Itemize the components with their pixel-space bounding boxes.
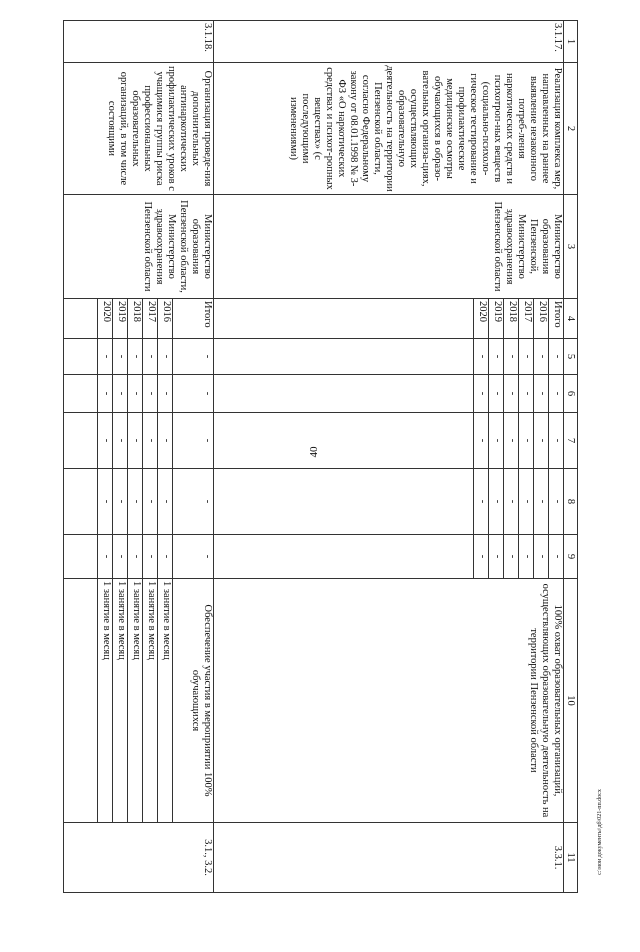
column-8-values: [64, 469, 214, 535]
value-cell: -: [489, 535, 504, 578]
column-9-values: [214, 535, 564, 579]
footer-file-path: c:\мои документы\дб\021-пп.docx: [597, 789, 603, 875]
column-5-values: [64, 339, 214, 375]
header-cell: 2: [564, 63, 578, 195]
year-label: 2019: [113, 299, 128, 338]
indicator-link: 3.1., 3.2.: [64, 823, 214, 893]
indicator-value: 1 занятие в месяц: [113, 579, 128, 822]
year-label: 2016: [158, 299, 173, 338]
value-cell: -: [158, 469, 173, 534]
value-cell: -: [173, 413, 214, 468]
value-cell: -: [98, 339, 113, 374]
header-cell: 5: [564, 339, 578, 375]
value-cell: -: [534, 469, 549, 534]
target-indicator: Обеспечение участия в мероприятии 100% обучающихся: [173, 579, 214, 822]
value-cell: -: [504, 535, 519, 578]
value-cell: -: [519, 413, 534, 468]
header-cell: 4: [564, 299, 578, 339]
value-cell: -: [143, 339, 158, 374]
year-label: 2016: [534, 299, 549, 338]
program-table: [63, 20, 578, 890]
years-list: [214, 299, 563, 338]
year-label: 2017: [143, 299, 158, 338]
value-cell: -: [534, 535, 549, 578]
value-cell: -: [173, 469, 214, 534]
header-cell: 6: [564, 375, 578, 413]
year-label: Итого: [549, 299, 564, 338]
column-8-values: [214, 469, 564, 535]
column-7-values: [214, 413, 564, 469]
value-cell: -: [113, 413, 128, 468]
value-cell: -: [549, 375, 564, 412]
header-cell: 10: [564, 579, 578, 823]
value-cell: -: [519, 469, 534, 534]
indicator-value: 1 занятие в месяц: [143, 579, 158, 822]
indicator-value: 1 занятие в месяц: [98, 579, 113, 822]
value-cell: -: [549, 535, 564, 578]
value-cell: -: [519, 375, 534, 412]
value-cell: -: [98, 375, 113, 412]
value-cell: -: [489, 413, 504, 468]
value-cell: -: [128, 469, 143, 534]
value-cell: -: [489, 375, 504, 412]
target-indicator: 100% охват образовательных организаций, осуществляющих образовательную деятельность на территории Пензенской области: [214, 579, 564, 823]
value-cell: -: [549, 339, 564, 374]
value-cell: -: [474, 469, 489, 534]
value-cell: -: [158, 375, 173, 412]
value-cell: -: [474, 535, 489, 578]
column-7-values: [64, 413, 214, 469]
value-cell: -: [143, 469, 158, 534]
value-cell: -: [158, 413, 173, 468]
table-row: [214, 21, 564, 893]
value-cell: -: [534, 339, 549, 374]
years-cell: [64, 299, 214, 339]
executor: Министерство образования Пензенской, Министерство здравоохранения Пензенской области: [214, 195, 564, 299]
header-row: [564, 21, 578, 893]
rotated-table-area: [63, 20, 578, 890]
indicator-list: [64, 579, 213, 822]
value-cell: -: [173, 535, 214, 578]
indicator-link: 3.3.1.: [214, 823, 564, 893]
value-cell: -: [173, 339, 214, 374]
value-cell: -: [474, 339, 489, 374]
year-label: 2018: [504, 299, 519, 338]
value-cell: -: [113, 469, 128, 534]
value-cell: -: [98, 535, 113, 578]
table-row: [64, 21, 214, 893]
value-cell: -: [504, 413, 519, 468]
executor: Министерство образования Пензенской области, Министерство здравоохранения Пензенской области: [64, 195, 214, 299]
value-cell: -: [534, 375, 549, 412]
header-cell: 7: [564, 413, 578, 469]
indicator-value: 1 занятие в месяц: [158, 579, 173, 822]
value-cell: -: [113, 339, 128, 374]
value-cell: -: [173, 375, 214, 412]
column-5-values: [214, 339, 564, 375]
value-cell: -: [474, 375, 489, 412]
value-cell: -: [128, 339, 143, 374]
header-cell: 8: [564, 469, 578, 535]
year-label: 2020: [98, 299, 113, 338]
column-6-values: [64, 375, 214, 413]
value-cell: -: [143, 413, 158, 468]
value-cell: -: [98, 469, 113, 534]
measure-name: Реализация комплекса мер, направленных на раннее выявление незаконного потреб-ления наркотических средств и психотроп-ных веществ (социально-психоло-гическое тестирование и профилактические медицинские осмотры обучающихся в образо-вательных организа-циях, осуществляющих образовательную деятельность на территории Пензенской области, согласно Федеральному закону от 08.01.1998 № 3-ФЗ «О наркотических средствах и психот-ропных веществах» (с последующими изменениями): [214, 63, 564, 195]
header-cell: 1: [564, 21, 578, 63]
year-label: 2017: [519, 299, 534, 338]
value-cell: -: [489, 339, 504, 374]
value-cell: -: [158, 535, 173, 578]
column-6-values: [214, 375, 564, 413]
header-cell: 11: [564, 823, 578, 893]
value-cell: -: [519, 339, 534, 374]
years-cell: [214, 299, 564, 339]
value-cell: -: [474, 413, 489, 468]
value-cell: -: [504, 339, 519, 374]
value-cell: -: [128, 413, 143, 468]
years-list: [64, 299, 213, 338]
indicator-value: 1 занятие в месяц: [128, 579, 143, 822]
year-label: 2020: [474, 299, 489, 338]
value-cell: -: [504, 469, 519, 534]
row-number: 3.1.17.: [214, 21, 564, 63]
row-number: 3.1.18.: [64, 21, 214, 63]
page-number: 40: [308, 446, 320, 458]
header-cell: 9: [564, 535, 578, 579]
year-label: 2019: [489, 299, 504, 338]
value-cell: -: [549, 469, 564, 534]
value-cell: -: [489, 469, 504, 534]
year-label: Итого: [173, 299, 214, 338]
header-cell: 3: [564, 195, 578, 299]
column-9-values: [64, 535, 214, 579]
value-cell: -: [143, 535, 158, 578]
value-cell: -: [549, 413, 564, 468]
value-cell: -: [519, 535, 534, 578]
year-label: 2018: [128, 299, 143, 338]
value-cell: -: [113, 535, 128, 578]
value-cell: -: [534, 413, 549, 468]
target-indicator-cell: [64, 579, 214, 823]
value-cell: -: [158, 339, 173, 374]
measure-name: Организация проведе-ния дополнительных антинаркотических профилактических уроков с учащимися группы риска профессиональных образовательных организаций, в том числе состоящими: [64, 63, 214, 195]
value-cell: -: [128, 375, 143, 412]
value-cell: -: [504, 375, 519, 412]
value-cell: -: [113, 375, 128, 412]
value-cell: -: [143, 375, 158, 412]
value-cell: -: [98, 413, 113, 468]
value-cell: -: [128, 535, 143, 578]
